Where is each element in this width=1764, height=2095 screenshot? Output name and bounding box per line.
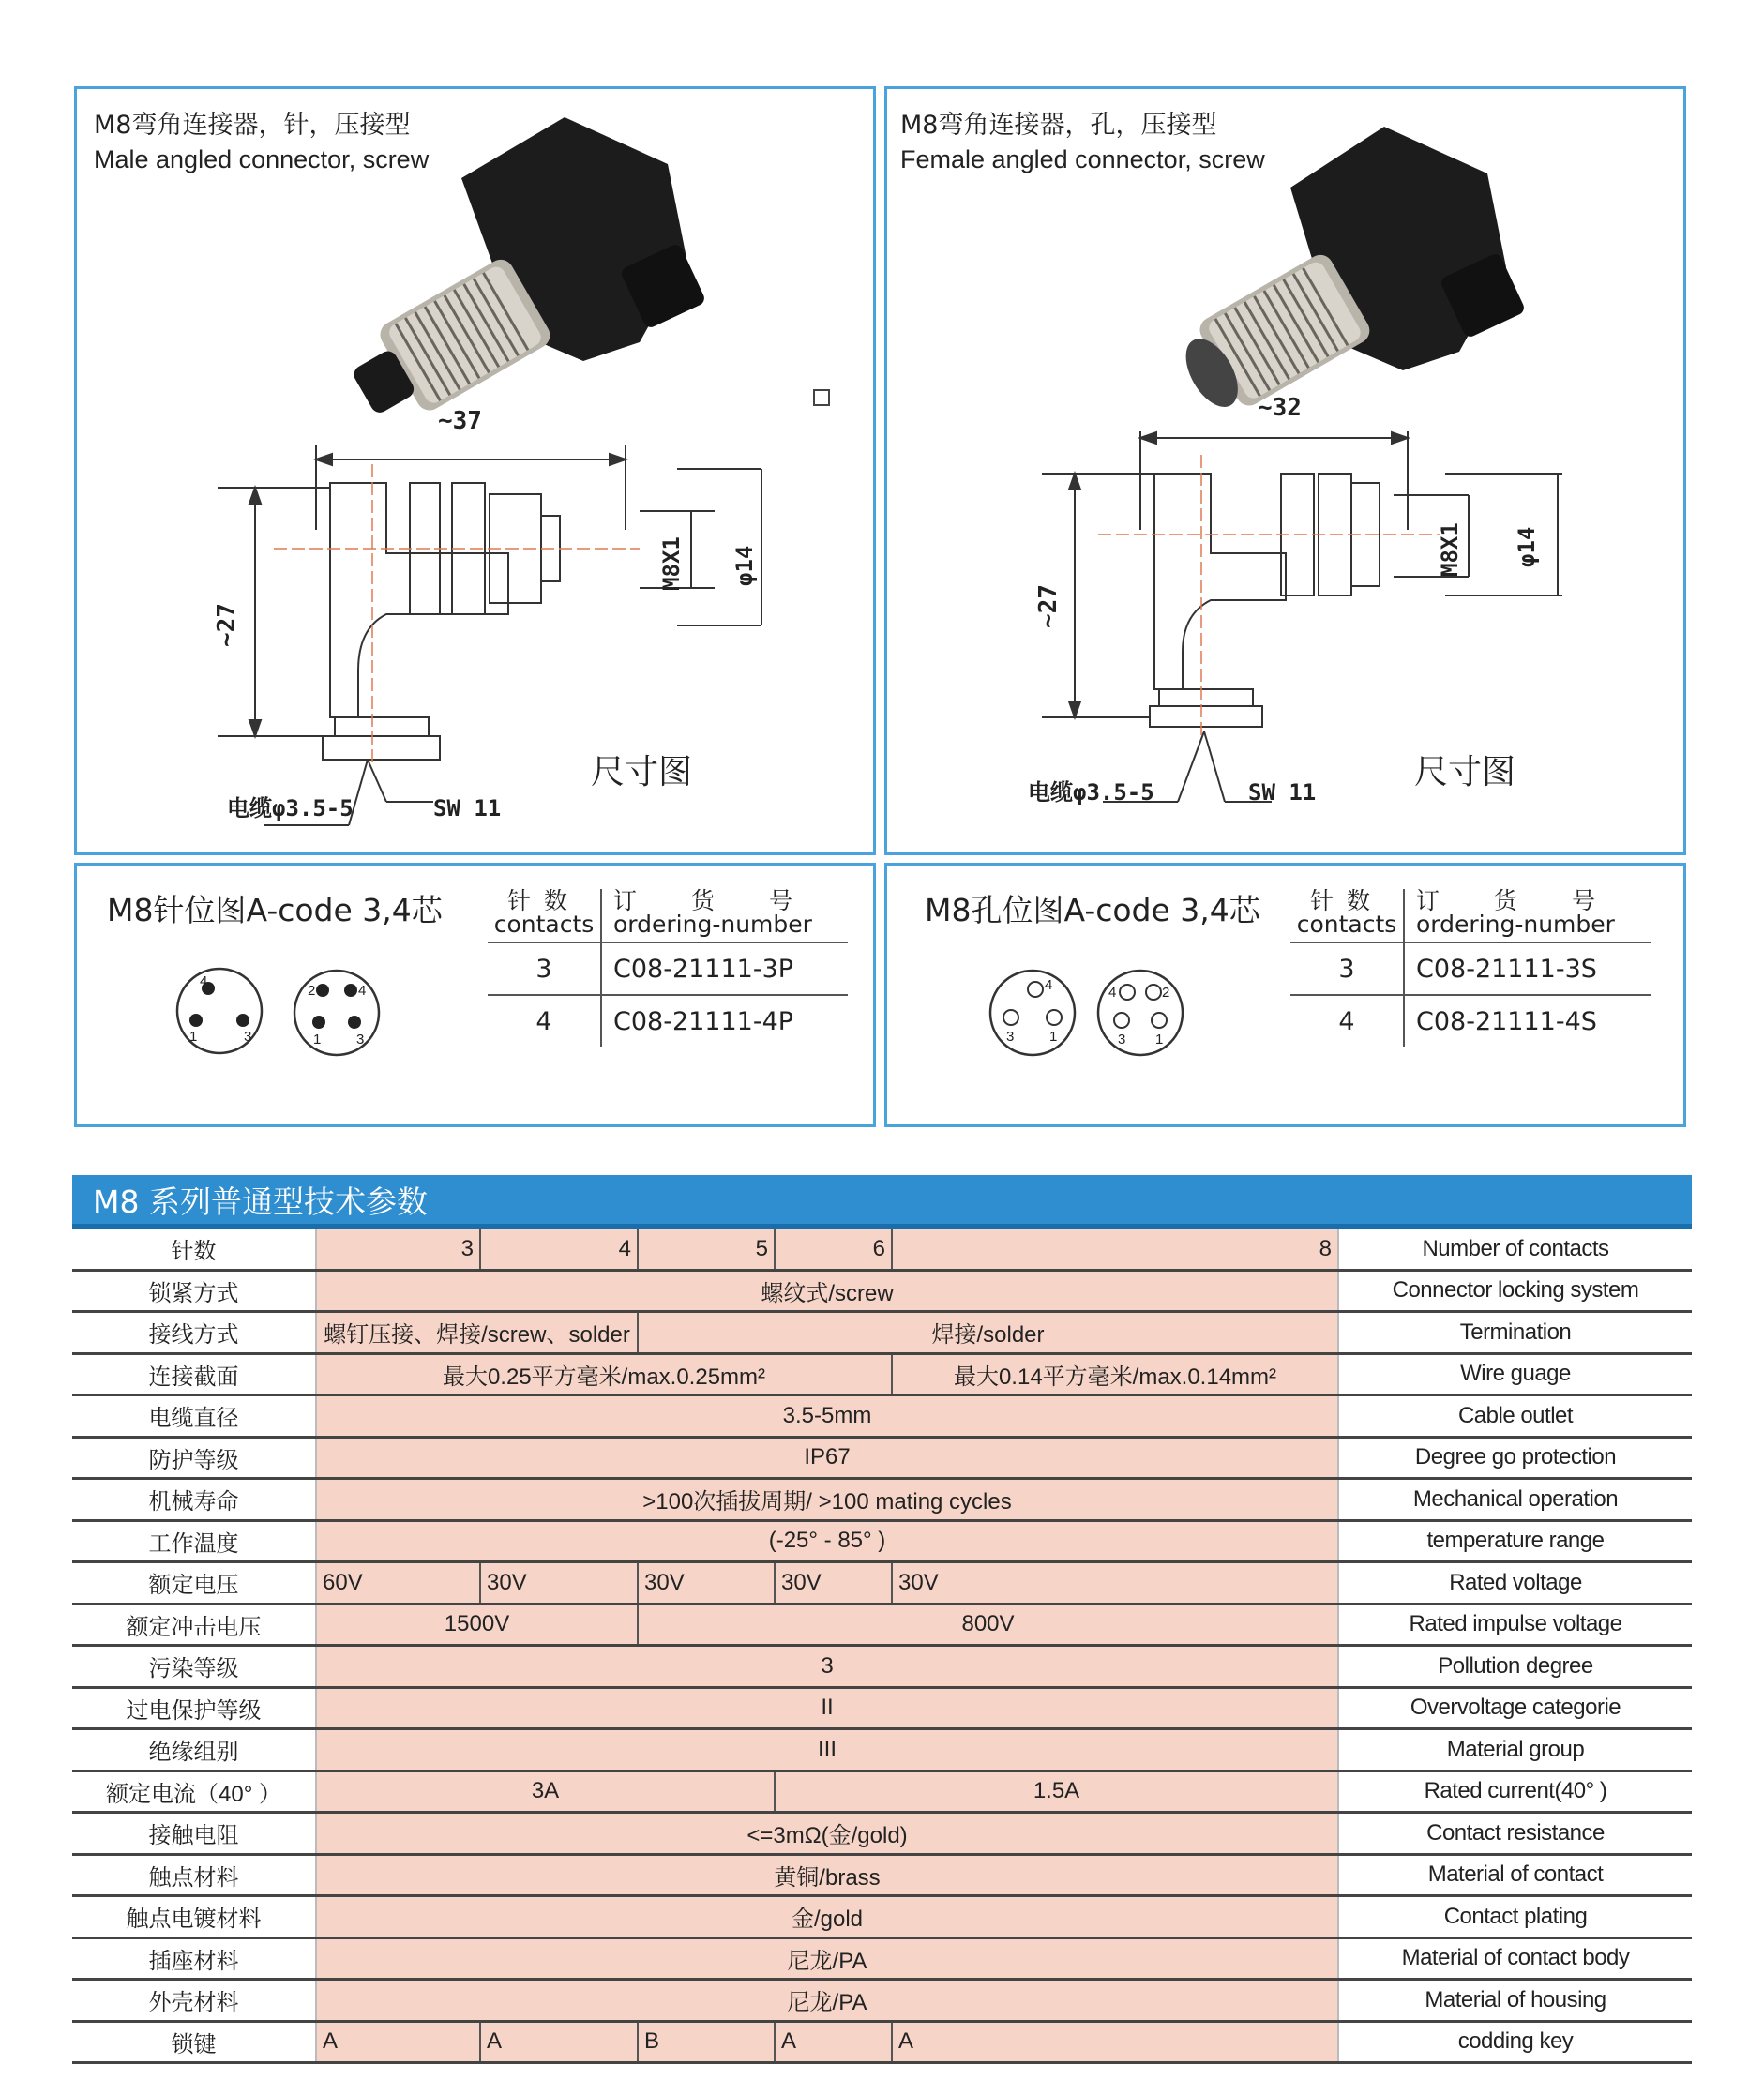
- table-row: [72, 1729, 1692, 1771]
- spec-label-zh: 电缆直径: [72, 1395, 316, 1438]
- spec-value: 30V: [775, 1562, 892, 1605]
- male-row0-contacts: 3: [488, 942, 601, 995]
- spec-label-en: temperature range: [1338, 1520, 1692, 1562]
- spec-value: IP67: [316, 1437, 1338, 1479]
- spec-value: 螺纹式/screw: [316, 1270, 1338, 1312]
- spec-label-zh: 额定冲击电压: [72, 1604, 316, 1646]
- spec-value: 8: [892, 1229, 1338, 1270]
- spec-value: 60V: [316, 1562, 480, 1605]
- female-row0-order: C08-21111-3S: [1404, 942, 1651, 995]
- spec-value: A: [892, 2021, 1338, 2063]
- female-row0-contacts: 3: [1290, 942, 1404, 995]
- male-title-en: Male angled connector, screw: [94, 145, 430, 173]
- spec-label-zh: 锁紧方式: [72, 1270, 316, 1312]
- spec-value: 黄铜/brass: [316, 1854, 1338, 1896]
- spec-label-zh: 过电保护等级: [72, 1687, 316, 1729]
- male-pin4-label-1: 4: [358, 983, 367, 999]
- spec-value: 6: [775, 1229, 892, 1270]
- table-row: [488, 942, 848, 995]
- male-col-contacts: [488, 889, 601, 942]
- spec-value: 螺钉压接、焊接/screw、solder: [316, 1312, 638, 1354]
- male-col-contacts-zh: 针数: [506, 887, 580, 914]
- spec-value: 尼龙/PA: [316, 1937, 1338, 1980]
- spec-label-en: Contact plating: [1338, 1896, 1692, 1938]
- female-row1-order: C08-21111-4S: [1416, 1006, 1597, 1036]
- spec-value: 3A: [316, 1771, 775, 1813]
- male-diameter: φ14: [731, 545, 758, 586]
- spec-value: (-25° - 85° ): [316, 1520, 1338, 1562]
- spec-label-zh: 防护等级: [72, 1437, 316, 1479]
- spec-label-en: Degree go protection: [1338, 1437, 1692, 1479]
- spec-value: III: [316, 1729, 1338, 1771]
- female-pin4-label-2: 3: [1118, 1032, 1126, 1048]
- male-title-zh: M8弯角连接器，针，压接型: [94, 111, 411, 140]
- male-row0-order: C08-21111-3P: [601, 942, 848, 995]
- spec-value: II: [316, 1687, 1338, 1729]
- spec-label-en: Wire guage: [1338, 1353, 1692, 1395]
- spec-label-zh: 触点电镀材料: [72, 1896, 316, 1938]
- table-row: [72, 1229, 1692, 1270]
- spec-value: 5: [638, 1229, 775, 1270]
- spec-label-zh: 额定电压: [72, 1562, 316, 1605]
- spec-value: >100次插拔周期/ >100 mating cycles: [316, 1479, 1338, 1521]
- male-connector-photo: [339, 117, 706, 436]
- spec-value: 最大0.25平方毫米/max.0.25mm²: [316, 1353, 892, 1395]
- female-col-order-zh: 订货号: [1416, 887, 1651, 914]
- spec-label-en: Pollution degree: [1338, 1646, 1692, 1688]
- female-pin3-label-1: 3: [1006, 1029, 1015, 1045]
- spec-table: [72, 1229, 1692, 2064]
- female-pin4-label-3: 1: [1155, 1032, 1164, 1048]
- male-pin3-label-1: 1: [189, 1029, 198, 1045]
- spec-label-zh: 工作温度: [72, 1520, 316, 1562]
- male-row1-order: C08-21111-4P: [613, 1006, 794, 1036]
- spec-value: 1.5A: [775, 1771, 1338, 1813]
- spec-value: 最大0.14平方毫米/max.0.14mm²: [892, 1353, 1338, 1395]
- spec-label-en: Material group: [1338, 1729, 1692, 1771]
- female-pin-3: [990, 971, 1075, 1055]
- spec-value: 3: [316, 1229, 480, 1270]
- spec-value: 焊接/solder: [638, 1312, 1338, 1354]
- spec-label-en: Material of contact body: [1338, 1937, 1692, 1980]
- spec-value: 30V: [892, 1562, 1338, 1605]
- spec-value: 4: [480, 1229, 638, 1270]
- spec-label-en: Rated current(40° ): [1338, 1771, 1692, 1813]
- table-row: [72, 1562, 1692, 1605]
- female-thread: M8X1: [1437, 522, 1463, 577]
- spec-value: 1500V: [316, 1604, 638, 1646]
- female-pin-panel: [884, 863, 1686, 1127]
- male-col-order: [601, 889, 848, 942]
- male-col-order-zh: 订货号: [613, 887, 848, 914]
- female-col-contacts: [1290, 889, 1404, 942]
- spec-value: 3: [316, 1646, 1338, 1688]
- male-order-header: [488, 889, 848, 942]
- spec-label-en: Material of contact: [1338, 1854, 1692, 1896]
- table-row: [72, 1312, 1692, 1354]
- spec-value: A: [316, 2021, 480, 2063]
- spec-title: M8 系列普通型技术参数: [72, 1175, 1692, 1229]
- spec-label-zh: 接触电阻: [72, 1813, 316, 1855]
- spec-label-en: Mechanical operation: [1338, 1479, 1692, 1521]
- table-row: [72, 1980, 1692, 2022]
- female-drawing-label: 尺寸图: [1414, 753, 1516, 791]
- female-centerlines: [1098, 455, 1440, 736]
- spec-label-en: codding key: [1338, 2021, 1692, 2063]
- spec-value: 30V: [638, 1562, 775, 1605]
- male-technical-drawing: [218, 445, 761, 825]
- spec-label-en: Termination: [1338, 1312, 1692, 1354]
- female-technical-drawing: [1042, 431, 1562, 802]
- male-wrench: SW 11: [433, 795, 502, 821]
- female-order-table: [1290, 889, 1651, 1047]
- male-row1-contacts: 4: [488, 995, 601, 1047]
- female-connector-panel: [884, 86, 1686, 855]
- spec-value: 30V: [480, 1562, 638, 1605]
- spec-label-zh: 额定电流（40° ）: [72, 1771, 316, 1813]
- spec-label-zh: 接线方式: [72, 1312, 316, 1354]
- table-row: [72, 1479, 1692, 1521]
- male-pin-3: [177, 969, 262, 1053]
- female-diameter: φ14: [1514, 526, 1540, 567]
- male-col-order-en: ordering-number: [613, 911, 812, 938]
- female-col-contacts-en: contacts: [1296, 911, 1397, 938]
- spec-label-en: Connector locking system: [1338, 1270, 1692, 1312]
- male-dim-width: ~37: [438, 407, 482, 435]
- table-row: [72, 1937, 1692, 1980]
- spec-label-zh: 机械寿命: [72, 1479, 316, 1521]
- male-dim-height: ~27: [213, 603, 241, 647]
- table-row: [72, 1646, 1692, 1688]
- table-row: [72, 1771, 1692, 1813]
- table-row: [72, 1520, 1692, 1562]
- table-row: [72, 1270, 1692, 1312]
- male-order-table: [488, 889, 848, 1047]
- female-connector-photo: [1169, 127, 1527, 426]
- table-row: [72, 1437, 1692, 1479]
- table-row: [72, 1395, 1692, 1438]
- male-pin3-label-2: 3: [244, 1029, 252, 1045]
- male-pin3-label-0: 4: [200, 973, 208, 989]
- male-pin-title: M8针位图A-code 3,4芯: [107, 892, 443, 928]
- table-row: [72, 1687, 1692, 1729]
- female-pin3-label-0: 4: [1045, 977, 1053, 993]
- table-row: [72, 1854, 1692, 1896]
- female-col-contacts-zh: 针数: [1309, 887, 1383, 914]
- female-wrench: SW 11: [1248, 779, 1317, 806]
- spec-label-en: Number of contacts: [1338, 1229, 1692, 1270]
- table-row: [1290, 995, 1651, 1047]
- table-row: [72, 2021, 1692, 2063]
- spec-label-zh: 绝缘组别: [72, 1729, 316, 1771]
- spec-label-en: Material of housing: [1338, 1980, 1692, 2022]
- female-pin-title: M8孔位图A-code 3,4芯: [925, 892, 1260, 928]
- spec-label-en: Rated voltage: [1338, 1562, 1692, 1605]
- spec-value: 3.5-5mm: [316, 1395, 1338, 1438]
- male-drawing: [77, 89, 879, 858]
- female-col-order-en: ordering-number: [1416, 911, 1615, 938]
- table-row: [488, 995, 848, 1047]
- spec-value: 金/gold: [316, 1896, 1338, 1938]
- female-order-header: [1290, 889, 1651, 942]
- spec-label-zh: 外壳材料: [72, 1980, 316, 2022]
- male-pin4-label-2: 1: [313, 1032, 322, 1048]
- female-row1-contacts: 4: [1290, 995, 1404, 1047]
- spec-label-zh: 连接截面: [72, 1353, 316, 1395]
- female-dim-width: ~32: [1258, 394, 1302, 422]
- spec-value: B: [638, 2021, 775, 2063]
- spec-label-en: Cable outlet: [1338, 1395, 1692, 1438]
- male-pin-panel: [74, 863, 876, 1127]
- table-row: [72, 1353, 1692, 1395]
- female-drawing: [887, 89, 1689, 858]
- spec-value: <=3mΩ(金/gold): [316, 1813, 1338, 1855]
- spec-value: 800V: [638, 1604, 1338, 1646]
- female-dim-height: ~27: [1034, 584, 1063, 628]
- spec-label-en: Overvoltage categorie: [1338, 1687, 1692, 1729]
- table-row: [72, 1896, 1692, 1938]
- male-col-contacts-en: contacts: [493, 911, 595, 938]
- table-row: [1290, 942, 1651, 995]
- female-pin3-label-2: 1: [1049, 1029, 1058, 1045]
- female-cable: 电缆φ3.5-5: [1028, 779, 1154, 806]
- male-connector-panel: [74, 86, 876, 855]
- female-title-en: Female angled connector, screw: [900, 145, 1265, 173]
- spec-label-zh: 插座材料: [72, 1937, 316, 1980]
- spec-value: 尼龙/PA: [316, 1980, 1338, 2022]
- male-drawing-label: 尺寸图: [591, 753, 693, 791]
- table-row: [72, 1813, 1692, 1855]
- spec-label-en: Rated impulse voltage: [1338, 1604, 1692, 1646]
- male-cable: 电缆φ3.5-5: [227, 795, 354, 821]
- spec-value: A: [775, 2021, 892, 2063]
- female-pin4-label-1: 2: [1162, 985, 1170, 1001]
- spec-label-zh: 触点材料: [72, 1854, 316, 1896]
- male-pin4-label-3: 3: [356, 1032, 365, 1048]
- female-col-order: [1404, 889, 1651, 942]
- female-title-zh: M8弯角连接器，孔，压接型: [900, 111, 1217, 140]
- spec-label-zh: 锁键: [72, 2021, 316, 2063]
- female-pin-4: [1098, 971, 1183, 1055]
- spec-label-en: Contact resistance: [1338, 1813, 1692, 1855]
- female-pin4-label-0: 4: [1108, 985, 1117, 1001]
- male-thread: M8X1: [658, 536, 685, 591]
- male-pin-4: [294, 971, 379, 1055]
- table-row: [72, 1604, 1692, 1646]
- spec-label-zh: 污染等级: [72, 1646, 316, 1688]
- spec-label-zh: 针数: [72, 1229, 316, 1270]
- spec-value: A: [480, 2021, 638, 2063]
- male-pin4-label-0: 2: [308, 983, 316, 999]
